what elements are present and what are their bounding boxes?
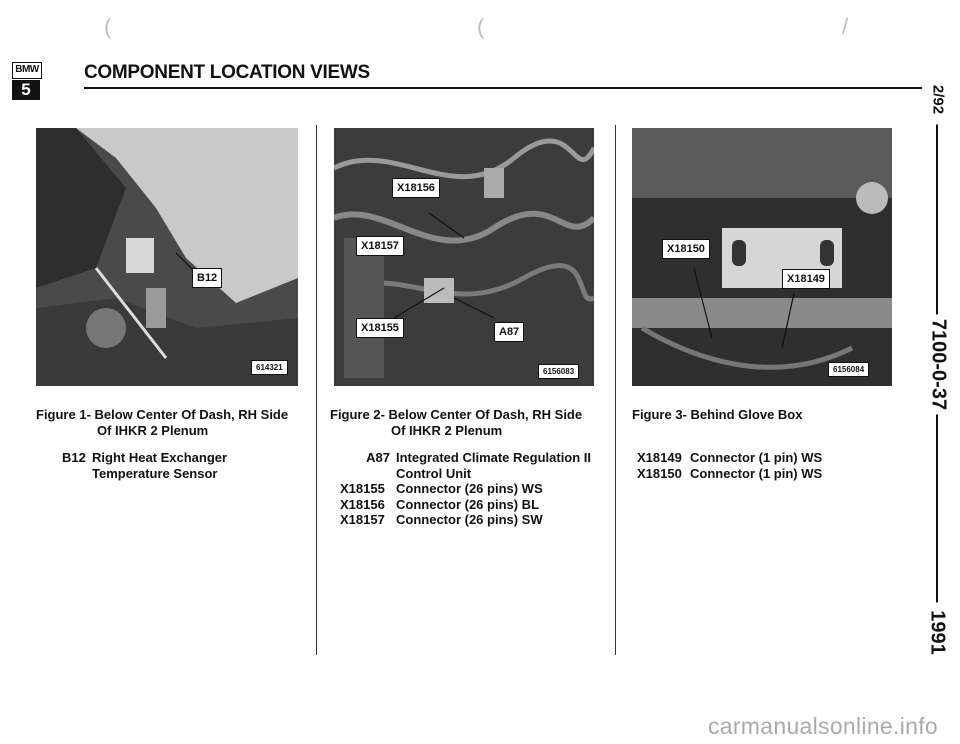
callout-x18156: X18156 bbox=[392, 178, 440, 198]
legend-desc: Connector (1 pin) WS bbox=[690, 465, 823, 481]
legend-item bbox=[62, 450, 312, 466]
legend-code: A87 bbox=[366, 450, 390, 465]
figure-2-legend bbox=[340, 450, 610, 528]
figure-1-photo bbox=[36, 128, 298, 386]
photo-number: 6156083 bbox=[538, 364, 579, 379]
margin-year: 1991 bbox=[923, 603, 952, 663]
legend-desc: Connector (1 pin) WS bbox=[690, 450, 823, 465]
figure-3-caption bbox=[632, 407, 912, 423]
callout-x18149: X18149 bbox=[782, 269, 830, 289]
column-divider bbox=[316, 125, 317, 655]
legend-desc: Connector (26 pins) WS bbox=[396, 481, 543, 496]
caption-line: Figure 3- Behind Glove Box bbox=[632, 407, 803, 422]
bmw-series-logo bbox=[12, 62, 42, 102]
legend-item bbox=[340, 512, 610, 528]
legend-item bbox=[637, 466, 907, 482]
photo-number: 6156084 bbox=[828, 362, 869, 377]
legend-item bbox=[340, 450, 610, 466]
legend-code: X18156 bbox=[340, 496, 385, 512]
callout-x18155: X18155 bbox=[356, 318, 404, 338]
legend-item bbox=[340, 481, 610, 497]
figure-1-legend bbox=[62, 450, 312, 481]
callout-x18150: X18150 bbox=[662, 239, 710, 259]
margin-date: 2/92 bbox=[927, 75, 950, 125]
figure-2-photo bbox=[334, 128, 594, 386]
legend-item bbox=[340, 466, 610, 482]
figure-1-photo-image bbox=[36, 128, 298, 386]
callout-x18157: X18157 bbox=[356, 236, 404, 256]
caption-line: Figure 1- Below Center Of Dash, RH Side bbox=[36, 407, 289, 422]
figure-2-photo-image bbox=[334, 128, 594, 386]
header-rule bbox=[84, 87, 922, 89]
legend-desc: Temperature Sensor bbox=[92, 465, 218, 481]
caption-line: Figure 2- Below Center Of Dash, RH Side bbox=[330, 407, 583, 422]
legend-desc: Control Unit bbox=[396, 465, 472, 481]
legend-desc: Connector (26 pins) BL bbox=[396, 496, 540, 512]
legend-item bbox=[340, 497, 610, 513]
legend-item bbox=[62, 466, 312, 482]
caption-line: Of IHKR 2 Plenum bbox=[391, 423, 503, 438]
figure-1-caption bbox=[36, 407, 311, 439]
legend-code: X18157 bbox=[340, 512, 385, 527]
legend-desc: Connector (26 pins) SW bbox=[396, 512, 543, 527]
scan-mark: / bbox=[842, 14, 849, 39]
photo-number: 614321 bbox=[251, 360, 288, 375]
figure-2-caption bbox=[330, 407, 615, 439]
column-divider bbox=[615, 125, 616, 655]
callout-b12: B12 bbox=[192, 268, 222, 288]
page-title: COMPONENT LOCATION VIEWS bbox=[84, 62, 370, 83]
scan-mark: ( bbox=[477, 14, 485, 39]
caption-line: Of IHKR 2 Plenum bbox=[97, 423, 209, 438]
figure-3-photo bbox=[632, 128, 892, 386]
logo-series: 5 bbox=[12, 80, 40, 100]
legend-desc: Integrated Climate Regulation II bbox=[396, 450, 592, 465]
legend-code bbox=[340, 466, 396, 482]
legend-item bbox=[637, 450, 907, 466]
watermark: carmanualsonline.info bbox=[707, 713, 938, 739]
figure-3-legend bbox=[637, 450, 907, 481]
legend-code: B12 bbox=[62, 450, 86, 465]
legend-code: X18149 bbox=[637, 450, 682, 465]
logo-brand: BMW bbox=[12, 62, 42, 79]
legend-code: X18150 bbox=[637, 465, 682, 481]
legend-code bbox=[62, 466, 92, 482]
margin-page-code: 7100-0-37 bbox=[924, 315, 953, 415]
legend-desc: Right Heat Exchanger bbox=[92, 450, 228, 465]
callout-a87: A87 bbox=[494, 322, 524, 342]
scan-mark: ( bbox=[104, 14, 112, 39]
legend-code: X18155 bbox=[340, 481, 385, 496]
